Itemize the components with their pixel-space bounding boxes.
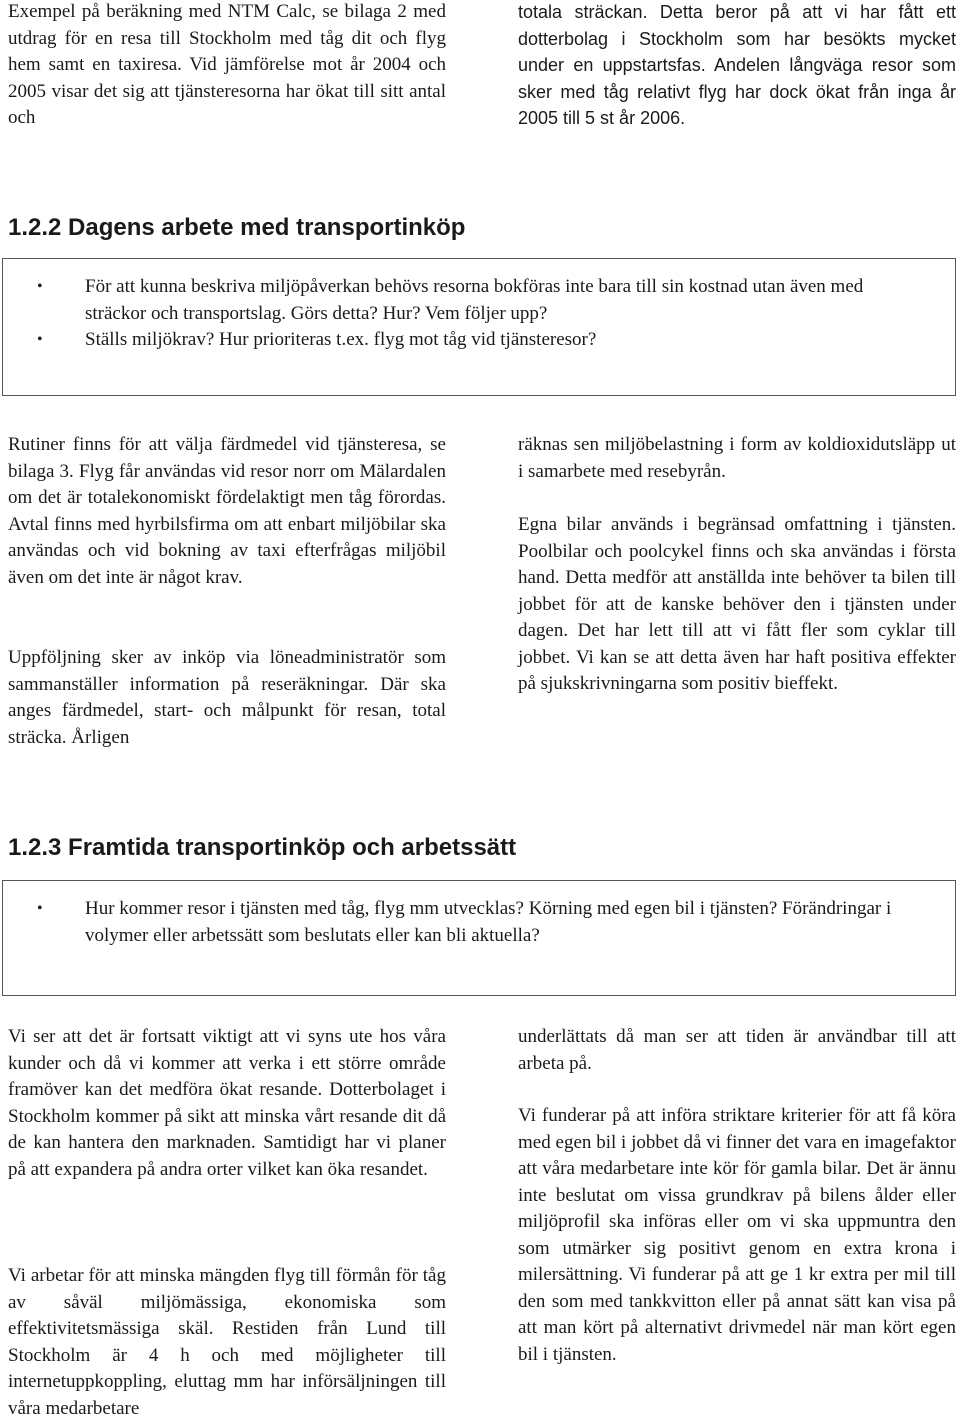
body-paragraph: Uppföljning sker av inköp via löneadministratör som sammanställer information på reseräkningar. Där ska anges färdmedel, start- och målpunkt för resan, total sträcka. Årligen xyxy=(8,647,446,748)
body-paragraph: Vi arbetar för att minska mängden flyg till förmån för tåg av såväl miljömässiga, ekonomiska som effektivitetsmässiga skäl. Restiden från Lund till Stockholm är 4 h och med möjligheter till internetuppkoppling, eluttag mm har införsäljningen till våra medarbetare xyxy=(8,1265,446,1419)
body-paragraph: räknas sen miljöbelastning i form av koldioxidutsläpp ut i samarbete med resebyrån. xyxy=(518,434,956,482)
body-paragraph: Vi ser att det är fortsatt viktigt att vi syns ute hos våra kunder och då vi kommer att verka i ett större område framöver kan det medföra ökat resande. Dotterbolaget i Stockholm kommer på sikt att minska vårt resande dit då de kan hantera den marknaden. Samtidigt har vi planer på att expandera på andra orter vilket kan öka resandet. xyxy=(8,1026,446,1180)
question-list xyxy=(3,896,955,949)
body-paragraph: Rutiner finns för att välja färdmedel vid tjänsteresa, se bilaga 3. Flyg får användas vid resor norr om Mälardalen om det är totalekonomiskt fördelaktigt men tåg förordas. Avtal finns med hyrbilsfirma om att enbart miljöbilar ska användas och vid bokning av taxi efterfrågas miljöbil även om det inte är något krav. xyxy=(8,434,446,588)
question-box-1-2-3 xyxy=(2,880,956,996)
intro-right-paragraph: totala sträckan. Detta beror på att vi har fått ett dotterbolag i Stockholm som har besökts mycket under en uppstartsfas. Andelen långväga resor som sker med tåg relativt flyg har dock ökat från inga år 2005 till 5 st år 2006. xyxy=(518,2,956,128)
question-box-1-2-2 xyxy=(2,258,956,396)
body-paragraph: Vi funderar på att införa striktare kriterier för att få köra med egen bil i jobbet då vi finner det vara en imagefaktor att våra medarbetare inte kör för gamla bilar. Det är ännu inte beslutat om vissa grundkrav på bilens ålder eller miljöprofil ska införas eller om vi ska uppmuntra den som utmärker sig positivt genom en extra krona i milersättning. Vi funderar på att ge 1 kr extra per mil till den som med tankkvitton eller på annat sätt kan visa på att man kört på alternativt drivmedel när man kört egen bil i tjänsten. xyxy=(518,1105,956,1365)
body-paragraph: Egna bilar används i begränsad omfattning i tjänsten. Poolbilar och poolcykel finns och ska användas i första hand. Detta medför att anställda inte behöver ta bilen till jobbet för att de kanske behöver den i tjänsten under dagen. Det har lett till att vi fått fler som cyklar till jobbet. Vi kan se att detta även har haft positiva effekter på sjukskrivningarna som positiv bieffekt. xyxy=(518,514,956,694)
section-heading-1-2-2: 1.2.2 Dagens arbete med transportinköp xyxy=(8,214,466,241)
body-paragraph: underlättats då man ser att tiden är användbar till att arbeta på. xyxy=(518,1026,956,1074)
question-list xyxy=(3,274,955,354)
section-heading-1-2-3: 1.2.3 Framtida transportinköp och arbetssätt xyxy=(8,834,517,861)
intro-left-paragraph: Exempel på beräkning med NTM Calc, se bilaga 2 med utdrag för en resa till Stockholm med tåg dit och flyg hem samt en taxiresa. Vid jämförelse mot år 2004 och 2005 visar det sig att tjänsteresorna har ökat till sitt antal och xyxy=(8,1,446,128)
question-item: • Ställs miljökrav? Hur prioriteras t.ex. flyg mot tåg vid tjänsteresor? xyxy=(3,327,955,354)
question-item: • Hur kommer resor i tjänsten med tåg, flyg mm utvecklas? Körning med egen bil i tjänsten? Förändringar i volymer eller arbetssätt som beslutats eller kan bli aktuella? xyxy=(3,896,955,949)
question-item: • För att kunna beskriva miljöpåverkan behövs resorna bokföras inte bara till sin kostnad utan även med sträckor och transportslag. Görs detta? Hur? Vem följer upp? xyxy=(3,274,955,327)
